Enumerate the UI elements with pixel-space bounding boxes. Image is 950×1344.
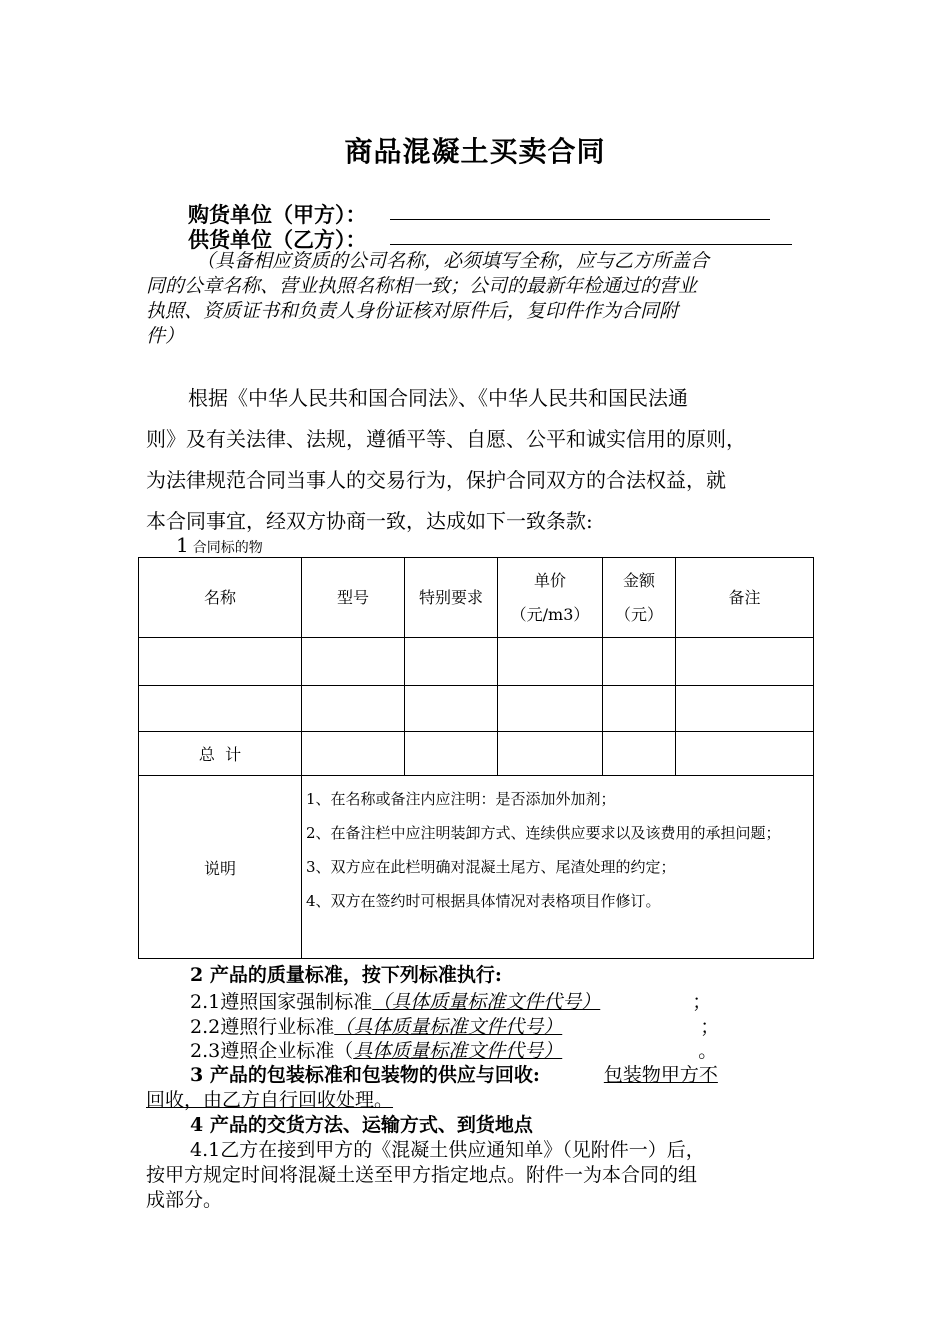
table-header-row <box>139 558 814 638</box>
table-cell[interactable] <box>603 686 676 732</box>
intro-line: 为法律规范合同当事人的交易行为，保护合同双方的合法权益，就 <box>146 468 726 492</box>
remark-item: 1、在名称或备注内应注明：是否添加外加剂； <box>306 790 616 808</box>
table-cell[interactable] <box>405 732 498 776</box>
document-title: 商品混凝土买卖合同 <box>344 135 606 168</box>
table-cell[interactable] <box>405 638 498 686</box>
standard-item <box>190 987 711 1014</box>
standard-label: 2.2遵照行业标准 <box>190 1016 335 1038</box>
header-unit-price-unit: （元/m3） <box>510 604 590 624</box>
section-1-number: 1 <box>176 533 189 557</box>
table-cell[interactable] <box>676 732 814 776</box>
header-special: 特别要求 <box>405 558 498 638</box>
standard-end: ； <box>700 1016 720 1038</box>
section-4-line: 4.1乙方在接到甲方的《混凝土供应通知单》（见附件一）后， <box>190 1139 705 1161</box>
header-name: 名称 <box>139 558 302 638</box>
note-line: 件） <box>146 325 185 347</box>
table-cell[interactable] <box>302 732 405 776</box>
header-amount <box>603 558 676 638</box>
table-cell[interactable] <box>302 638 405 686</box>
standard-label: 2.3遵照企业标准（ <box>190 1040 354 1062</box>
standard-end: ； <box>692 991 712 1013</box>
remark-item: 3、双方应在此栏明确对混凝土尾方、尾渣处理的约定； <box>306 858 676 876</box>
table-cell[interactable] <box>405 686 498 732</box>
section-1-title: 合同标的物 <box>192 540 263 556</box>
intro-line: 根据《中华人民共和国合同法》、《中华人民共和国民法通 <box>188 386 688 410</box>
remarks-label: 说明 <box>139 776 302 959</box>
section-2-title: 2 产品的质量标准，按下列标准执行: <box>190 964 502 986</box>
section-4-line: 按甲方规定时间将混凝土送至甲方指定地点。附件一为本合同的组 <box>146 1164 698 1186</box>
table-cell[interactable] <box>676 686 814 732</box>
standard-fill[interactable]: （具体质量标准文件代号） <box>372 991 601 1013</box>
section-3-line <box>190 1060 718 1087</box>
standard-label: 2.1遵照国家强制标准 <box>190 991 373 1013</box>
remarks-row <box>139 776 814 959</box>
section-4-line: 成部分。 <box>146 1189 223 1211</box>
goods-table <box>138 557 814 959</box>
section-1-caption <box>176 533 263 557</box>
section-3-answer-cont[interactable]: 回收，由乙方自行回收处理。 <box>146 1089 394 1111</box>
header-unit-price-label: 单价 <box>533 570 566 590</box>
section-3-continued <box>146 1085 534 1112</box>
header-remarks: 备注 <box>676 558 814 638</box>
standard-item <box>190 1036 717 1063</box>
section-4-title: 4 产品的交货方法、运输方式、到货地点 <box>190 1114 533 1136</box>
table-row <box>139 638 814 686</box>
table-cell[interactable] <box>676 638 814 686</box>
table-cell[interactable] <box>139 686 302 732</box>
remarks-cell <box>302 776 814 959</box>
header-model: 型号 <box>302 558 405 638</box>
table-cell[interactable] <box>498 686 603 732</box>
table-cell[interactable] <box>498 638 603 686</box>
header-amount-unit: （元） <box>614 604 663 624</box>
header-unit-price <box>498 558 603 638</box>
table-cell[interactable] <box>603 638 676 686</box>
buyer-label: 购货单位（甲方）： <box>188 202 367 227</box>
intro-line: 本合同事宜，经双方协商一致，达成如下一致条款: <box>146 509 593 533</box>
note-line: （具备相应资质的公司名称，必须填写全称，应与乙方所盖合 <box>196 250 710 272</box>
standard-end: 。 <box>698 1040 718 1062</box>
note-line: 执照、资质证书和负责人身份证核对原件后，复印件作为合同附 <box>146 300 679 322</box>
table-cell[interactable] <box>603 732 676 776</box>
remark-item: 4、双方在签约时可根据具体情况对表格项目作修订。 <box>306 892 661 910</box>
table-cell[interactable] <box>498 732 603 776</box>
total-row <box>139 732 814 776</box>
section-3-title: 3 产品的包装标准和包装物的供应与回收: <box>190 1064 540 1086</box>
standard-item <box>190 1012 719 1039</box>
total-label: 总 计 <box>139 732 302 776</box>
table-row <box>139 686 814 732</box>
table-cell[interactable] <box>302 686 405 732</box>
standard-fill[interactable]: 具体质量标准文件代号） <box>353 1040 563 1062</box>
seller-input-line[interactable] <box>390 223 792 245</box>
header-amount-label: 金额 <box>622 570 655 590</box>
buyer-input-line[interactable] <box>390 198 770 220</box>
note-line: 同的公章名称、营业执照名称相一致；公司的最新年检通过的营业 <box>146 275 698 297</box>
standard-fill[interactable]: （具体质量标准文件代号） <box>334 1016 563 1038</box>
intro-line: 则》及有关法律、法规，遵循平等、自愿、公平和诚实信用的原则， <box>146 427 746 451</box>
section-3-answer[interactable]: 包装物甲方不 <box>603 1064 718 1086</box>
remark-item: 2、在备注栏中应注明装卸方式、连续供应要求以及该费用的承担问题； <box>306 824 781 842</box>
seller-label: 供货单位（乙方）： <box>188 227 367 252</box>
table-cell[interactable] <box>139 638 302 686</box>
